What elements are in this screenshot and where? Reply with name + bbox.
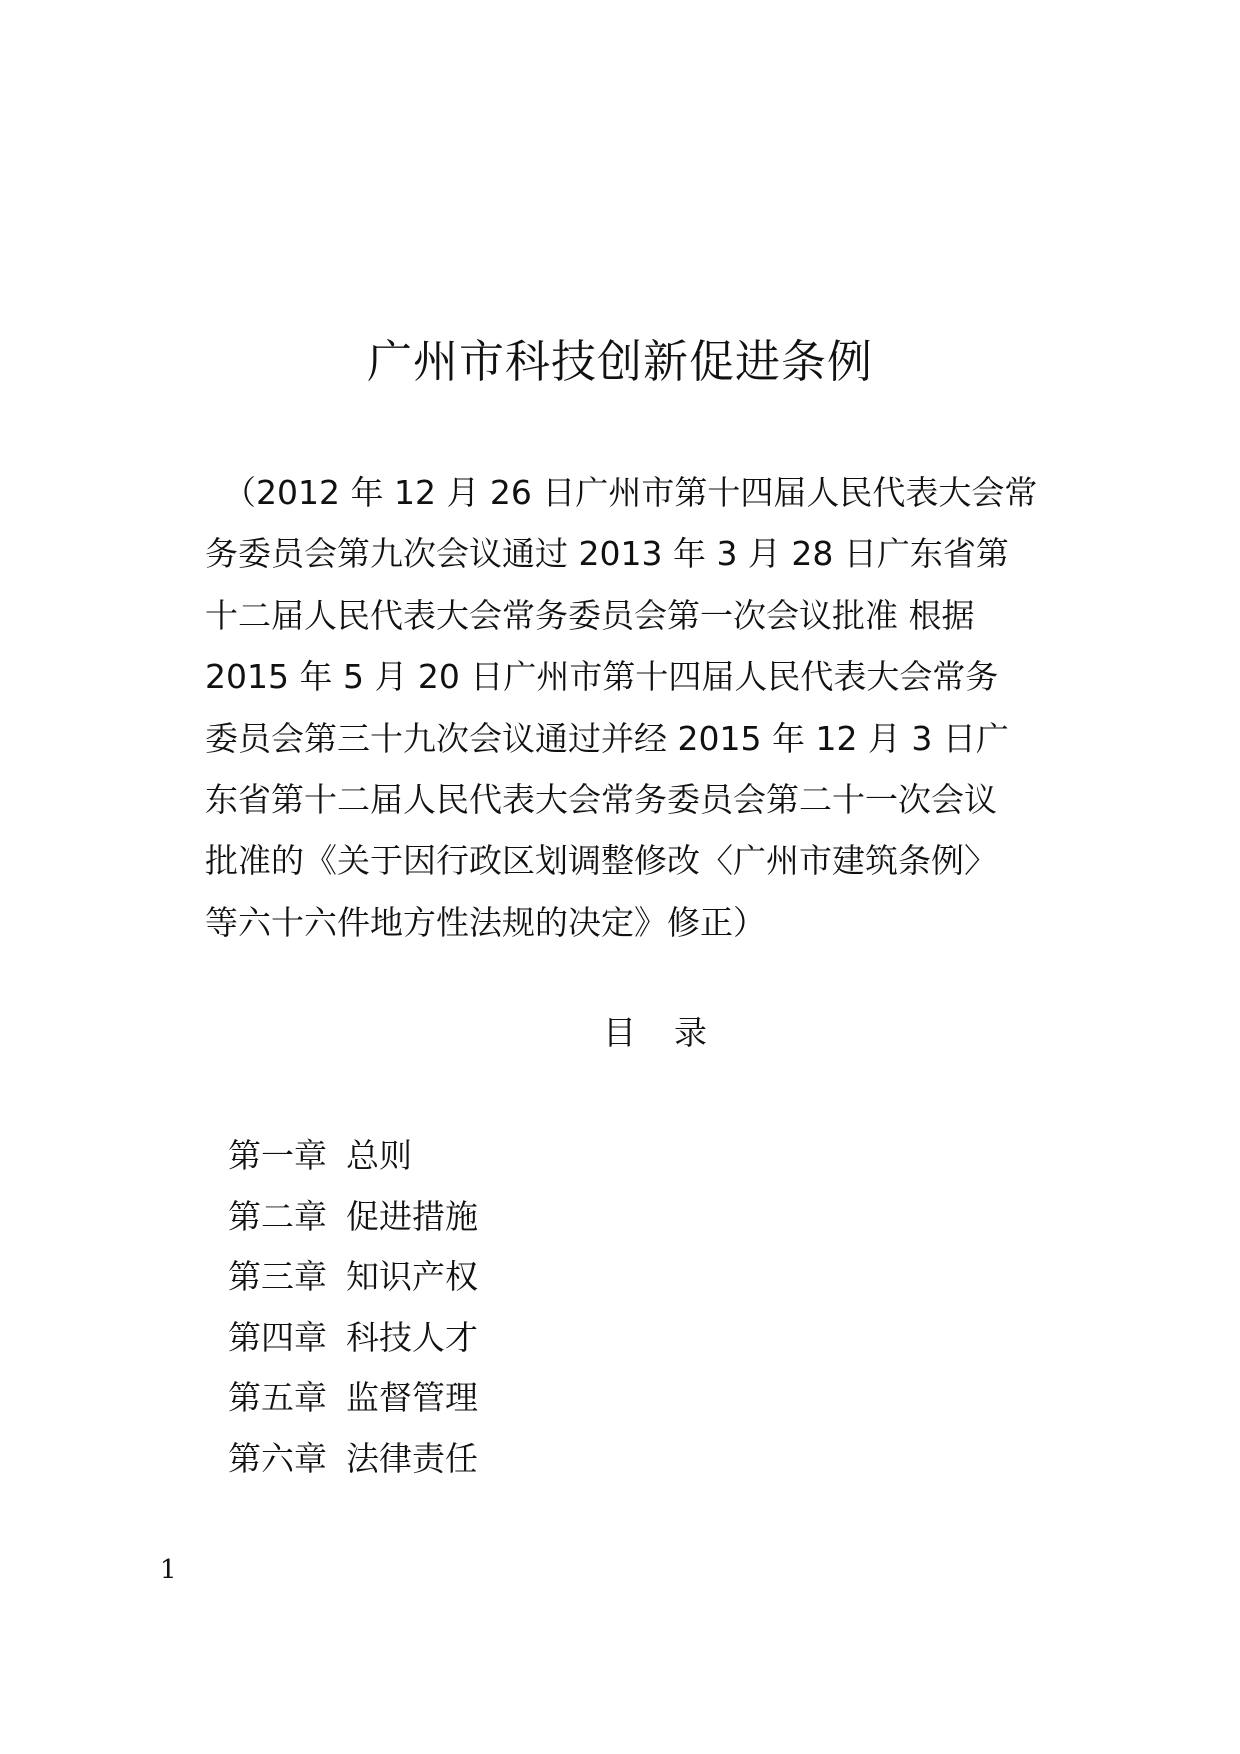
toc-chapter-number: 第五章: [228, 1378, 327, 1417]
toc-chapter-name: 总则: [346, 1136, 412, 1175]
adoption-note-line: 委员会第三十九次会议通过并经 2015 年 12 月 3 日广: [205, 718, 1009, 758]
toc-item[interactable]: [228, 1308, 478, 1369]
toc-chapter-name: 科技人才: [346, 1317, 478, 1357]
toc-chapter-number: 第四章: [228, 1317, 327, 1357]
toc-chapter-number: 第六章: [228, 1438, 327, 1478]
table-of-contents: [228, 1126, 478, 1489]
toc-chapter-name: 法律责任: [346, 1438, 478, 1478]
toc-chapter-number: 第二章: [228, 1196, 327, 1236]
adoption-note-line: 2015 年 5 月 20 日广州市第十四届人民代表大会常务: [205, 657, 999, 697]
adoption-note-line: 东省第十二届人民代表大会常务委员会第二十一次会议: [205, 779, 997, 819]
toc-item[interactable]: [228, 1429, 478, 1490]
toc-chapter-number: 第一章: [228, 1136, 327, 1175]
page-number: 1: [160, 1555, 177, 1585]
toc-heading: 目录: [603, 1013, 745, 1052]
adoption-note-line: 十二届人民代表大会常务委员会第一次会议批准 根据: [205, 595, 975, 635]
toc-chapter-name: 知识产权: [346, 1257, 478, 1296]
adoption-note-line: 等六十六件地方性法规的决定》修正）: [205, 902, 766, 942]
adoption-note-line: 批准的《关于因行政区划调整修改〈广州市建筑条例〉: [205, 841, 997, 881]
toc-chapter-name: 促进措施: [346, 1196, 478, 1236]
document-title: 广州市科技创新促进条例: [366, 335, 873, 388]
toc-chapter-name: 监督管理: [346, 1378, 478, 1417]
adoption-note: [205, 462, 1038, 953]
toc-chapter-number: 第三章: [228, 1257, 327, 1296]
toc-item[interactable]: [228, 1368, 478, 1429]
adoption-note-line: （2012 年 12 月 26 日广州市第十四届人民代表大会常: [223, 473, 1038, 512]
toc-item[interactable]: [228, 1126, 478, 1187]
toc-item[interactable]: [228, 1187, 478, 1248]
toc-item[interactable]: [228, 1247, 478, 1308]
adoption-note-line: 务委员会第九次会议通过 2013 年 3 月 28 日广东省第: [205, 534, 1009, 574]
